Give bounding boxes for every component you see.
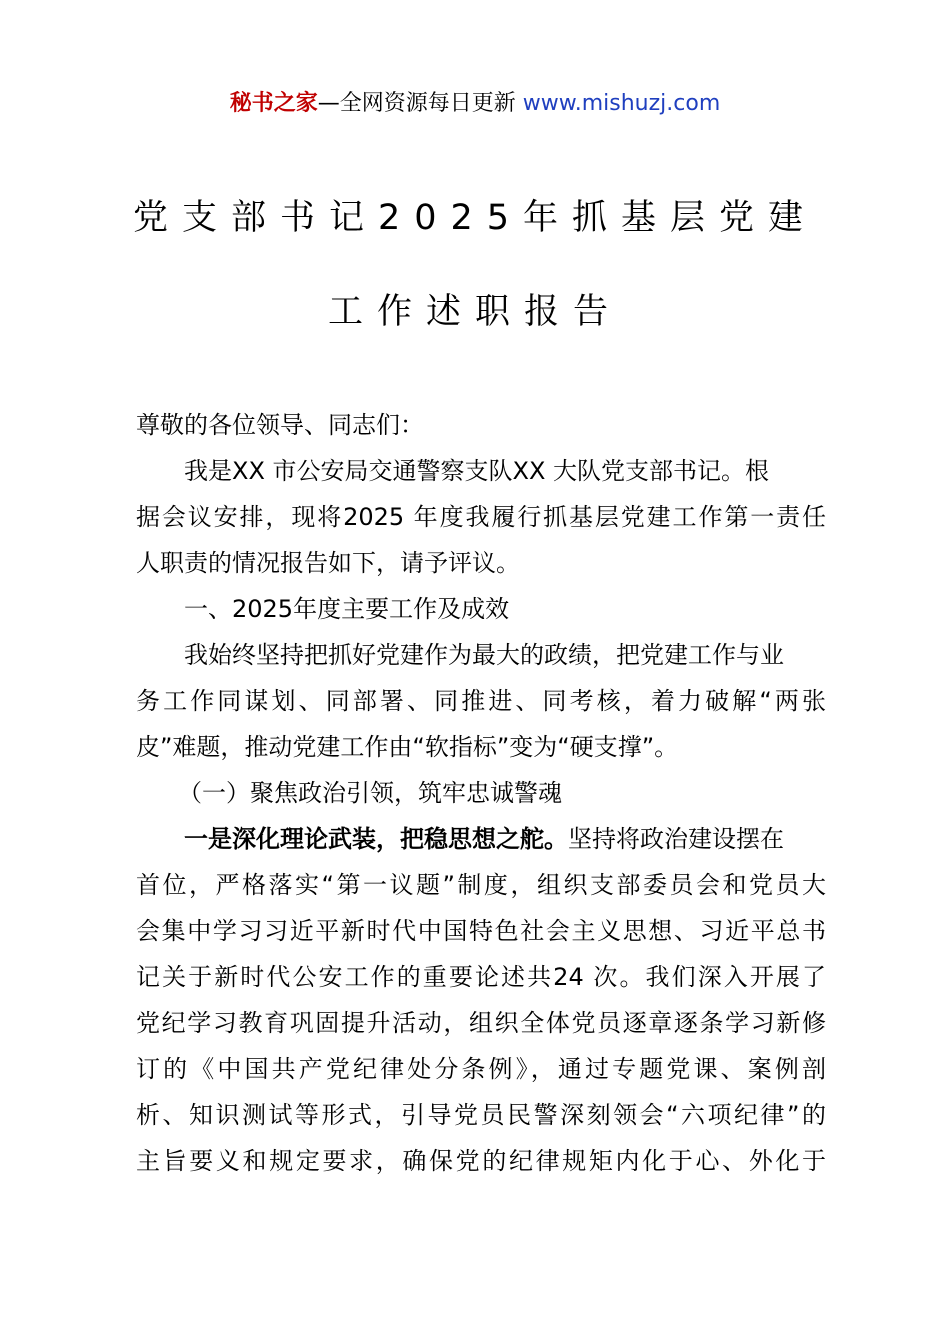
document-title-line-2: 工作述职报告 — [327, 292, 622, 332]
site-header — [0, 88, 950, 120]
section1-heading: 一、2025年度主要工作及成效 — [184, 595, 510, 623]
point1-line-7: 析、知识测试等形式，引导党员民警深刻领会“六项纪律”的 — [136, 1101, 826, 1129]
point1-bold-lead: 一是深化理论武装，把稳思想之舵。 — [184, 825, 568, 853]
point1-line-3: 会集中学习习近平新时代中国特色社会主义思想、习近平总书 — [136, 917, 826, 945]
site-url-link[interactable]: www.mishuzj.com — [522, 91, 721, 116]
point1-line-5: 党纪学习教育巩固提升活动，组织全体党员逐章逐条学习新修 — [136, 1009, 826, 1037]
point1-line-6: 订的《中国共产党纪律处分条例》，通过专题党课、案例剖 — [136, 1055, 826, 1083]
intro-line-3: 人职责的情况报告如下，请予评议。 — [136, 549, 520, 577]
section1-para-line-2: 务工作同谋划、同部署、同推进、同考核，着力破解“两张 — [136, 687, 826, 715]
point1-line-2: 首位，严格落实“第一议题”制度，组织支部委员会和党员大 — [136, 871, 826, 899]
point1-line-8: 主旨要义和规定要求，确保党的纪律规矩内化于心、外化于 — [136, 1147, 826, 1175]
section1-para-line-3: 皮”难题，推动党建工作由“软指标”变为“硬支撑”。 — [136, 733, 679, 761]
point1-first-line — [184, 816, 784, 862]
intro-line-2: 据会议安排，现将2025 年度我履行抓基层党建工作第一责任 — [136, 503, 826, 531]
section1-para-line-1: 我始终坚持把抓好党建作为最大的政绩，把党建工作与业 — [184, 641, 784, 669]
point1-first-rest: 坚持将政治建设摆在 — [568, 825, 784, 853]
point1-line-4: 记关于新时代公安工作的重要论述共24 次。我们深入开展了 — [136, 963, 826, 991]
intro-line-1: 我是XX 市公安局交通警察支队XX 大队党支部书记。根 — [184, 457, 770, 485]
salutation: 尊敬的各位领导、同志们： — [136, 411, 424, 439]
subsection1-heading: （一）聚焦政治引领，筑牢忠诚警魂 — [178, 779, 562, 807]
document-title-line-1: 党支部书记2025年抓基层党建 — [132, 198, 818, 238]
brand-name: 秘书之家 — [229, 91, 318, 116]
header-slogan: —全网资源每日更新 — [317, 91, 523, 116]
